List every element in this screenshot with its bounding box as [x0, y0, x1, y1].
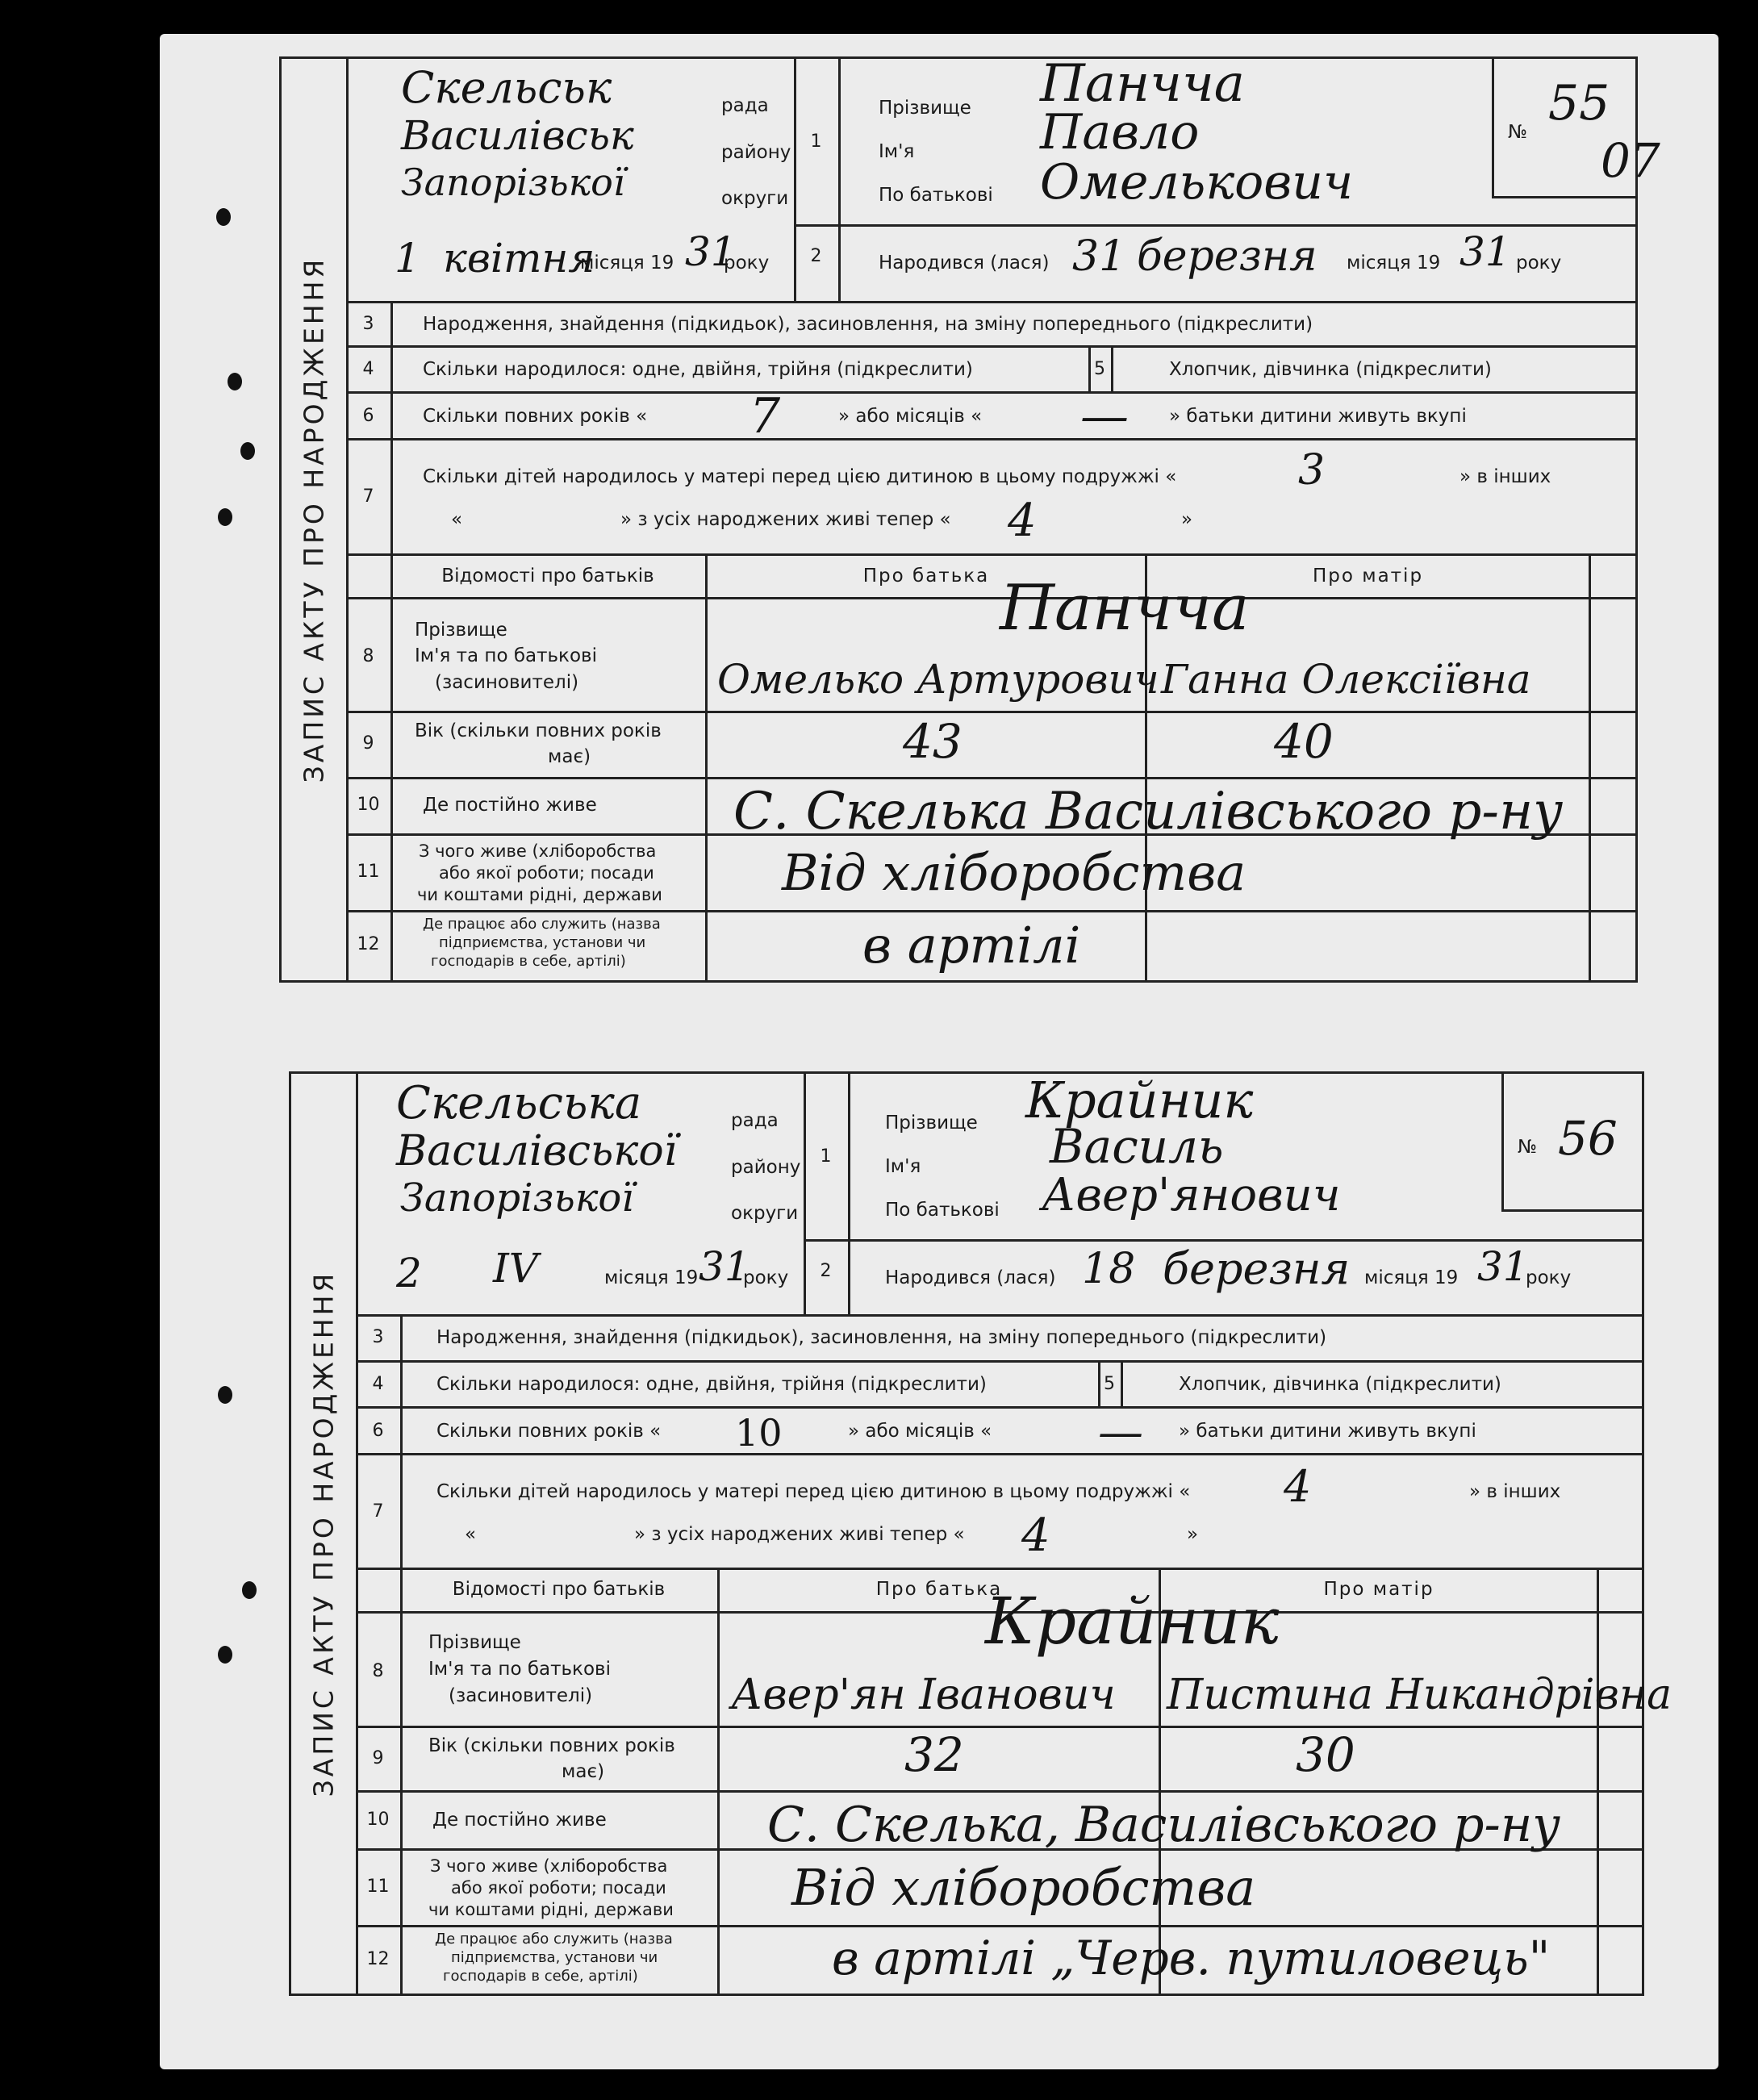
birth-record-1: ЗАПИС АКТУ ПРО НАРОДЖЕННЯ рада району округи місяця 19 року 1 2 Прізвище Ім'я По батькові № Народився (лася) місяця 19 року 3 Народження, знайдення (підкидьок), засиновлення, на зміну попереднього (підкреслити) 4 Скільки народилося: одне, двійня, трійня (підкреслити) 5 Хлопчик, дівчинка (підкреслити) 6 Скільки повних років « » або місяців « » батьки дитини живуть вкупі 7 Скільки дітей народилось у матері перед цією дитиною в цьому подружжі « » в інших « » з усіх народжених живі тепер « » Відомості про батьків Про батька Про матір 8 Прізвище Ім'я та по батькові (засиновителі) 9 Вік (скільки повних років має) 10 Де постійно живе 11 З чого живе (хліборобства або якої роботи; посади чи коштами рідні, держави 12 Де працює або служить (назва підприємства, установи чи господарів в себе, артілі) Скельськ Василівськ Запорізької 1 квітня 31 Панчча Павло Омелькович 55 07 31 березня 31 7 — 3 4 Панчча Омелько Артурович Ганна Олексіївна 43 40 С. Скелька Василівського р-ну Від хліборобства в артілі: [279, 56, 1638, 983]
registry-year-label: року: [724, 253, 770, 273]
row6-together-label: » батьки дитини живуть вкупі: [1169, 406, 1467, 427]
hw-father-age: 43: [903, 714, 963, 769]
hw-record-number: 56: [1558, 1111, 1618, 1166]
hw-years-together: 7: [750, 388, 781, 445]
hw-mother-name: Ганна Олексіївна: [1161, 656, 1531, 703]
hw-child-surname: Крайник: [1025, 1071, 1254, 1129]
child-patronymic-label: По батькові: [879, 185, 993, 206]
hw-livelihood: Від хліборобства: [791, 1858, 1256, 1917]
father-header: Про батька: [862, 566, 990, 587]
hw-birth-month: березня: [1137, 232, 1317, 281]
hw-region: Запорізької: [401, 161, 625, 204]
record-number-label: №: [1508, 122, 1527, 143]
hw-mother-name: Пистина Никандрівна: [1167, 1671, 1672, 1719]
hw-months-together: —: [1080, 388, 1129, 445]
registry-region-label: округи: [731, 1203, 799, 1224]
row5-text: Хлопчик, дівчинка (підкреслити): [1169, 359, 1492, 380]
punch-hole: [228, 373, 242, 390]
born-year-label: року: [1516, 253, 1562, 273]
row7-other-label: » в інших: [1459, 466, 1551, 487]
hw-mother-age: 30: [1296, 1727, 1355, 1782]
hw-children-before: 4: [1284, 1461, 1312, 1512]
row7-alive-label: » з усіх народжених живі тепер «: [634, 1524, 965, 1545]
hw-region: Запорізької: [400, 1175, 634, 1221]
hw-reg-year: 31: [685, 228, 737, 275]
hw-children-alive: 4: [1008, 495, 1037, 547]
row3-text: Народження, знайдення (підкидьок), засиновлення, на зміну попереднього (підкреслити): [423, 314, 1313, 335]
born-month-label: місяця 19: [1364, 1267, 1459, 1288]
hw-reg-day: 2: [396, 1250, 422, 1296]
row4-text: Скільки народилося: одне, двійня, трійня (підкреслити): [423, 359, 973, 380]
hw-council: Скельська: [396, 1077, 642, 1129]
hw-father-name: Омелько Артурович: [717, 656, 1159, 703]
hw-reg-day: 1: [395, 235, 420, 282]
hw-mother-age: 40: [1274, 714, 1334, 769]
hw-residence: С. Скелька Василівського р-ну: [733, 782, 1564, 841]
hw-work: в артілі: [862, 916, 1081, 975]
hw-months-together: —: [1098, 1406, 1143, 1459]
hw-reg-year: 31: [699, 1243, 750, 1290]
hw-children-alive: 4: [1021, 1509, 1050, 1562]
mother-header: Про матір: [1323, 1579, 1434, 1600]
registry-district-label: району: [731, 1157, 801, 1178]
born-label: Народився (лася): [885, 1267, 1056, 1288]
hw-child-name: Василь: [1050, 1119, 1224, 1174]
hw-district: Василівської: [396, 1127, 678, 1175]
row6-years-label: Скільки повних років «: [423, 406, 648, 427]
hw-father-age: 32: [904, 1727, 964, 1782]
record-side-title: ЗАПИС АКТУ ПРО НАРОДЖЕННЯ: [291, 1074, 358, 1994]
row7-other-label: » в інших: [1469, 1481, 1561, 1502]
hw-family-surname: Панчча: [1000, 572, 1250, 645]
child-name-label: Ім'я: [879, 141, 915, 162]
child-surname-label: Прізвище: [885, 1113, 978, 1133]
row5-text: Хлопчик, дівчинка (підкреслити): [1179, 1374, 1501, 1395]
row7-alive-label: » з усіх народжених живі тепер «: [620, 509, 951, 530]
row7-before-label: Скільки дітей народилось у матері перед цією дитиною в цьому подружжі «: [423, 466, 1177, 487]
child-patronymic-label: По батькові: [885, 1200, 1000, 1221]
registry-region-label: округи: [721, 188, 789, 209]
punch-hole: [218, 508, 232, 526]
child-surname-label: Прізвище: [879, 98, 971, 119]
hw-children-before: 3: [1298, 446, 1326, 495]
father-header: Про батька: [875, 1579, 1003, 1600]
punch-hole: [218, 1646, 232, 1664]
born-year-label: року: [1526, 1267, 1572, 1288]
row4-text: Скільки народилося: одне, двійня, трійня (підкреслити): [436, 1374, 987, 1395]
hw-birth-day: 31: [1072, 232, 1126, 281]
hw-birth-day: 18: [1082, 1245, 1136, 1293]
hw-livelihood: Від хліборобства: [782, 843, 1246, 902]
hw-child-name: Павло: [1040, 104, 1200, 161]
row7-before-label: Скільки дітей народилось у матері перед цією дитиною в цьому подружжі «: [436, 1481, 1191, 1502]
row6-months-label: » або місяців «: [848, 1421, 992, 1442]
birth-record-2: ЗАПИС АКТУ ПРО НАРОДЖЕННЯ рада району округи місяця 19 року 1 2 Прізвище Ім'я По батькові № Народився (лася) місяця 19 року 3 Народження, знайдення (підкидьок), засиновлення, на зміну попереднього (підкреслити) 4 Скільки народилося: одне, двійня, трійня (підкреслити) 5 Хлопчик, дівчинка (підкреслити) 6 Скільки повних років « » або місяців « » батьки дитини живуть вкупі 7 Скільки дітей народилось у матері перед цією дитиною в цьому подружжі « » в інших « » з усіх народжених живі тепер « » Відомості про батьків Про батька Про матір 8 Прізвище Ім'я та по батькові (засиновителі) 9 Вік (скільки повних років має) 10 Де постійно живе 11 З чого живе (хліборобства або якої роботи; посади чи коштами рідні, держави 12 Де працює або служить (назва підприємства, установи чи господарів в себе, артілі) Скельська Василівської Запорізької 2 IV 31 Крайник Василь Авер'янович 56 18 березня 31 10 — 4 4 Крайник Авер'ян Іванович Пистина Никандрівна 32 30 С. Скелька, Василівського р-ну Від хліборобства в артілі „Черв. путиловець": [289, 1071, 1644, 1996]
row3-text: Народження, знайдення (підкидьок), засиновлення, на зміну попереднього (підкреслити): [436, 1327, 1327, 1348]
hw-reg-month: квітня: [443, 235, 595, 282]
registry-district-label: району: [721, 142, 791, 163]
record-side-title: ЗАПИС АКТУ ПРО НАРОДЖЕННЯ: [282, 59, 349, 980]
hw-child-patronymic: Омелькович: [1040, 154, 1354, 211]
hw-father-name: Авер'ян Іванович: [731, 1671, 1116, 1719]
record-number-label: №: [1518, 1137, 1537, 1158]
registry-council-label: рада: [721, 95, 769, 116]
punch-hole: [240, 442, 255, 460]
hw-birth-year: 31: [1459, 228, 1511, 275]
punch-hole: [218, 1386, 232, 1404]
hw-child-patronymic: Авер'янович: [1042, 1169, 1341, 1221]
hw-reg-month: IV: [493, 1245, 538, 1292]
punch-hole: [242, 1581, 257, 1599]
registry-month-label: місяця 19: [580, 253, 674, 273]
row6-years-label: Скільки повних років «: [436, 1421, 662, 1442]
row6-months-label: » або місяців «: [838, 406, 983, 427]
hw-family-surname: Крайник: [985, 1584, 1280, 1659]
row6-together-label: » батьки дитини живуть вкупі: [1179, 1421, 1476, 1442]
born-label: Народився (лася): [879, 253, 1050, 273]
parents-header: Відомості про батьків: [441, 566, 654, 587]
hw-council: Скельськ: [401, 62, 612, 113]
hw-birth-year: 31: [1477, 1243, 1529, 1290]
registry-year-label: року: [743, 1267, 789, 1288]
registry-month-label: місяця 19: [604, 1267, 699, 1288]
parents-header: Відомості про батьків: [452, 1579, 666, 1600]
registry-council-label: рада: [731, 1110, 779, 1131]
mother-header: Про матір: [1312, 566, 1424, 587]
hw-record-number: 55: [1548, 75, 1610, 132]
hw-district: Василівськ: [401, 112, 634, 159]
punch-hole: [216, 208, 231, 226]
hw-years-together: 10: [735, 1411, 783, 1455]
hw-corner-mark: 07: [1601, 133, 1660, 188]
hw-child-surname: Панчча: [1040, 54, 1245, 114]
born-month-label: місяця 19: [1347, 253, 1441, 273]
hw-work: в артілі „Черв. путиловець": [832, 1931, 1551, 1985]
child-name-label: Ім'я: [885, 1156, 921, 1177]
hw-birth-month: березня: [1163, 1243, 1351, 1294]
hw-residence: С. Скелька, Василівського р-ну: [767, 1797, 1561, 1853]
